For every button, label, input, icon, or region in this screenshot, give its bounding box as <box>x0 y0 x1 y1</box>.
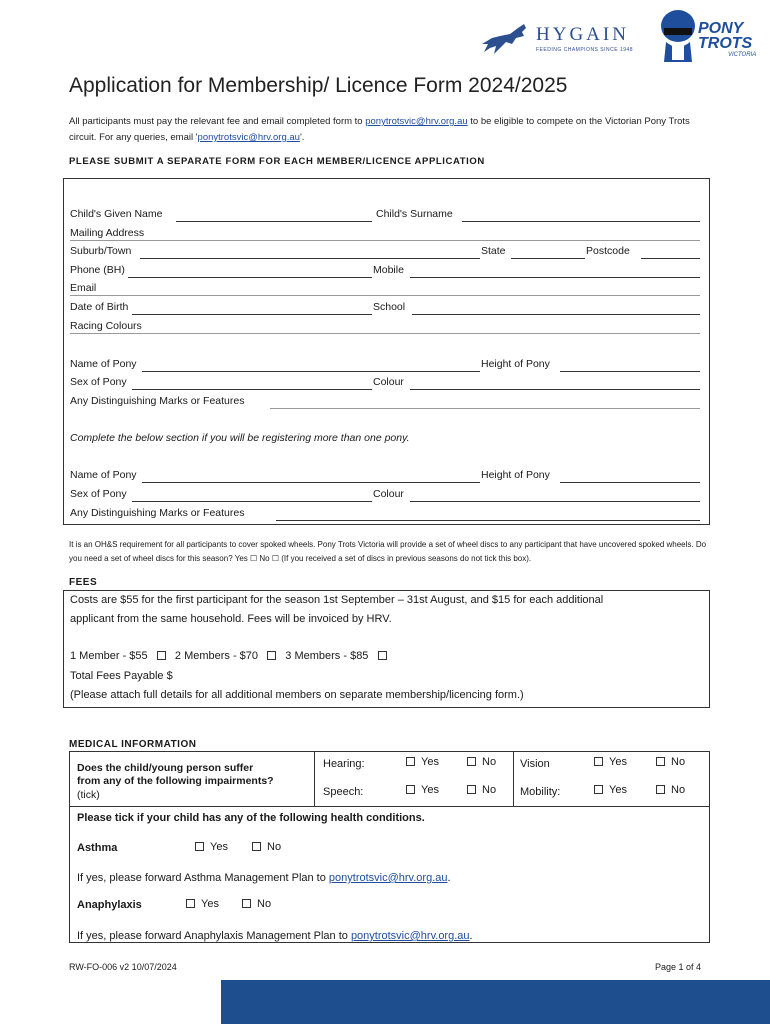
total-fees: Total Fees Payable $ <box>70 670 173 682</box>
pony-sex-field[interactable] <box>132 389 372 390</box>
hygain-logo: HYGAIN FEEDING CHAMPIONS SINCE 1948 <box>480 18 640 60</box>
vision-yes: Yes <box>594 756 627 768</box>
speech-no-checkbox[interactable] <box>467 785 476 794</box>
intro-text: All participants must pay the relevant fee and email completed form to ponytrotsvic@hrv.org.au to be eligible to compete on the Victorian Pony Trots circuit. For any queries, email 'ponytrotsvic@hrv.org.au'. <box>69 116 690 143</box>
mobility-no-checkbox[interactable] <box>656 785 665 794</box>
two-members-checkbox[interactable] <box>267 651 276 660</box>
pony1-name-row: Name of Pony Height of Pony <box>70 358 702 374</box>
pony1-marks-row: Any Distinguishing Marks or Features <box>70 395 702 411</box>
pony2-height-field[interactable] <box>560 482 700 483</box>
asthma-note: If yes, please forward Asthma Management Plan to ponytrotsvic@hrv.org.au. <box>77 872 451 884</box>
pony-trots-logo: PONY TROTS VICTORIA <box>658 8 758 66</box>
vision-no-checkbox[interactable] <box>656 757 665 766</box>
pony-colour-field[interactable] <box>410 389 700 390</box>
horse-icon <box>480 22 534 56</box>
given-name-field[interactable] <box>176 221 372 222</box>
pony2-marks-field[interactable] <box>276 520 700 521</box>
divider <box>314 751 315 807</box>
speech-no: No <box>467 784 496 796</box>
suburb-field[interactable] <box>140 258 480 259</box>
state-field[interactable] <box>511 258 585 259</box>
pony-height-field[interactable] <box>560 371 700 372</box>
fees-heading: FEES <box>69 577 98 588</box>
hearing-no-checkbox[interactable] <box>467 757 476 766</box>
medical-heading: MEDICAL INFORMATION <box>69 739 197 750</box>
email-field[interactable] <box>70 295 700 296</box>
asthma-yes-checkbox[interactable] <box>195 842 204 851</box>
pony-name-field[interactable] <box>142 371 480 372</box>
divider <box>513 751 514 807</box>
speech-yes: Yes <box>406 784 439 796</box>
asthma-yes: Yes <box>195 841 228 853</box>
address-row: Mailing Address <box>70 227 702 243</box>
dob-field[interactable] <box>132 314 372 315</box>
page-number: Page 1 of 4 <box>655 962 702 972</box>
racing-colours-field[interactable] <box>70 333 700 334</box>
rider-helmet-icon <box>658 8 698 64</box>
form-code: RW-FO-006 v2 10/07/2024 <box>69 962 177 972</box>
given-name-row: Child's Given Name Child's Surname <box>70 208 702 224</box>
phone-row: Phone (BH) Mobile <box>70 264 702 280</box>
submit-notice: PLEASE SUBMIT A SEPARATE FORM FOR EACH MEMBER/LICENCE APPLICATION <box>69 156 485 167</box>
pony2-sex-field[interactable] <box>132 501 372 502</box>
mobile-field[interactable] <box>410 277 700 278</box>
surname-field[interactable] <box>462 221 700 222</box>
postcode-field[interactable] <box>641 258 700 259</box>
anaphylaxis-yes: Yes <box>186 898 219 910</box>
mobility-yes-checkbox[interactable] <box>594 785 603 794</box>
vision-no: No <box>656 756 685 768</box>
anaphylaxis-no-checkbox[interactable] <box>242 899 251 908</box>
three-members-checkbox[interactable] <box>378 651 387 660</box>
anaphylaxis-yes-checkbox[interactable] <box>186 899 195 908</box>
vision-yes-checkbox[interactable] <box>594 757 603 766</box>
ohs-notice: It is an OH&S requirement for all participants to cover spoked wheels. Pony Trots Victoria will provide a set of wheel discs to any participant that have uncovered spoked wheels. Do you need a set of wheel discs for this season? Yes ☐ No ☐ (If you received a set of discs in previous seasons do not tick this box). <box>69 540 707 563</box>
mobility-no: No <box>656 784 685 796</box>
mobility-yes: Yes <box>594 784 627 796</box>
email-link[interactable]: ponytrotsvic@hrv.org.au <box>197 132 300 143</box>
anaphylaxis-no: No <box>242 898 271 910</box>
pony1-sex-row: Sex of Pony Colour <box>70 376 702 392</box>
dob-row: Date of Birth School <box>70 301 702 317</box>
more-pony-note: Complete the below section if you will be registering more than one pony. <box>70 432 410 444</box>
anaphylaxis-note: If yes, please forward Anaphylaxis Management Plan to ponytrotsvic@hrv.org.au. <box>77 930 473 942</box>
colours-row: Racing Colours <box>70 320 702 336</box>
school-field[interactable] <box>412 314 700 315</box>
pony2-marks-row: Any Distinguishing Marks or Features <box>70 507 702 523</box>
member-options: 1 Member - $55 2 Members - $70 3 Members - $85 <box>70 650 393 662</box>
asthma-no-checkbox[interactable] <box>252 842 261 851</box>
one-member-checkbox[interactable] <box>157 651 166 660</box>
mailing-address-field[interactable] <box>70 240 700 241</box>
pony-marks-field[interactable] <box>270 408 700 409</box>
phone-field[interactable] <box>128 277 372 278</box>
email-link[interactable]: ponytrotsvic@hrv.org.au <box>328 872 448 884</box>
footer-bar <box>221 980 770 1024</box>
pony2-colour-field[interactable] <box>410 501 700 502</box>
pony2-name-row: Name of Pony Height of Pony <box>70 469 702 485</box>
page-title: Application for Membership/ Licence Form 2024/2025 <box>69 74 568 97</box>
suburb-row: Suburb/Town State Postcode <box>70 245 702 261</box>
email-link[interactable]: ponytrotsvic@hrv.org.au <box>365 116 468 127</box>
email-link[interactable]: ponytrotsvic@hrv.org.au <box>350 930 470 942</box>
hearing-no: No <box>467 756 496 768</box>
hearing-yes-checkbox[interactable] <box>406 757 415 766</box>
pony2-sex-row: Sex of Pony Colour <box>70 488 702 504</box>
pony2-name-field[interactable] <box>142 482 480 483</box>
email-row: Email <box>70 282 702 298</box>
asthma-no: No <box>252 841 281 853</box>
hearing-yes: Yes <box>406 756 439 768</box>
speech-yes-checkbox[interactable] <box>406 785 415 794</box>
